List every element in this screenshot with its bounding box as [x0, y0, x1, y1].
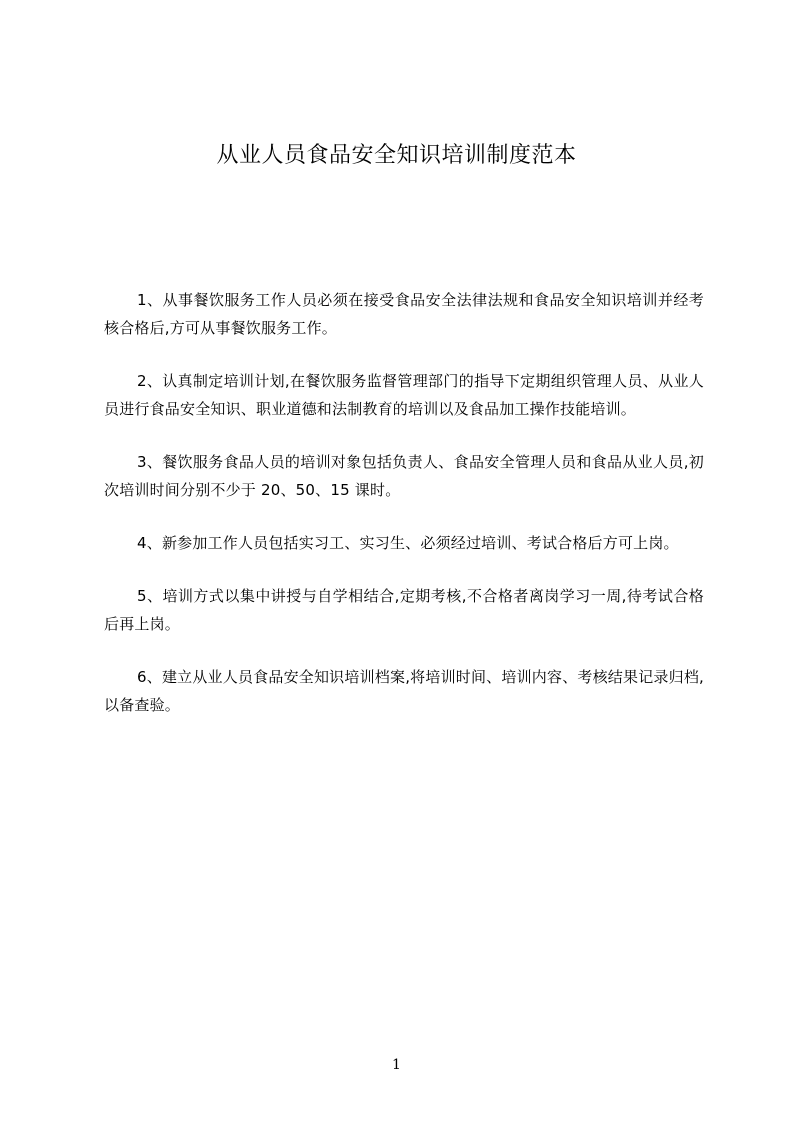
page-number: 1	[392, 1057, 401, 1073]
paragraph-3: 3、餐饮服务食品人员的培训对象包括负责人、食品安全管理人员和食品从业人员,初次培训时间分别不少于 20、50、15 课时。	[104, 453, 704, 499]
paragraph-1: 1、从事餐饮服务工作人员必须在接受食品安全法律法规和食品安全知识培训并经考核合格后,方可从事餐饮服务工作。	[104, 291, 704, 337]
document-title: 从业人员食品安全知识培训制度范本	[216, 143, 577, 168]
paragraph-5: 5、培训方式以集中讲授与自学相结合,定期考核,不合格者离岗学习一周,待考试合格后再上岗。	[104, 587, 704, 633]
document-body	[104, 286, 704, 744]
paragraph-2: 2、认真制定培训计划,在餐饮服务监督管理部门的指导下定期组织管理人员、从业人员进行食品安全知识、职业道德和法制教育的培训以及食品加工操作技能培训。	[104, 372, 704, 418]
paragraph-4: 4、新参加工作人员包括实习工、实习生、必须经过培训、考试合格后方可上岗。	[137, 534, 679, 552]
paragraph-6: 6、建立从业人员食品安全知识培训档案,将培训时间、培训内容、考核结果记录归档,以备查验。	[104, 668, 704, 714]
